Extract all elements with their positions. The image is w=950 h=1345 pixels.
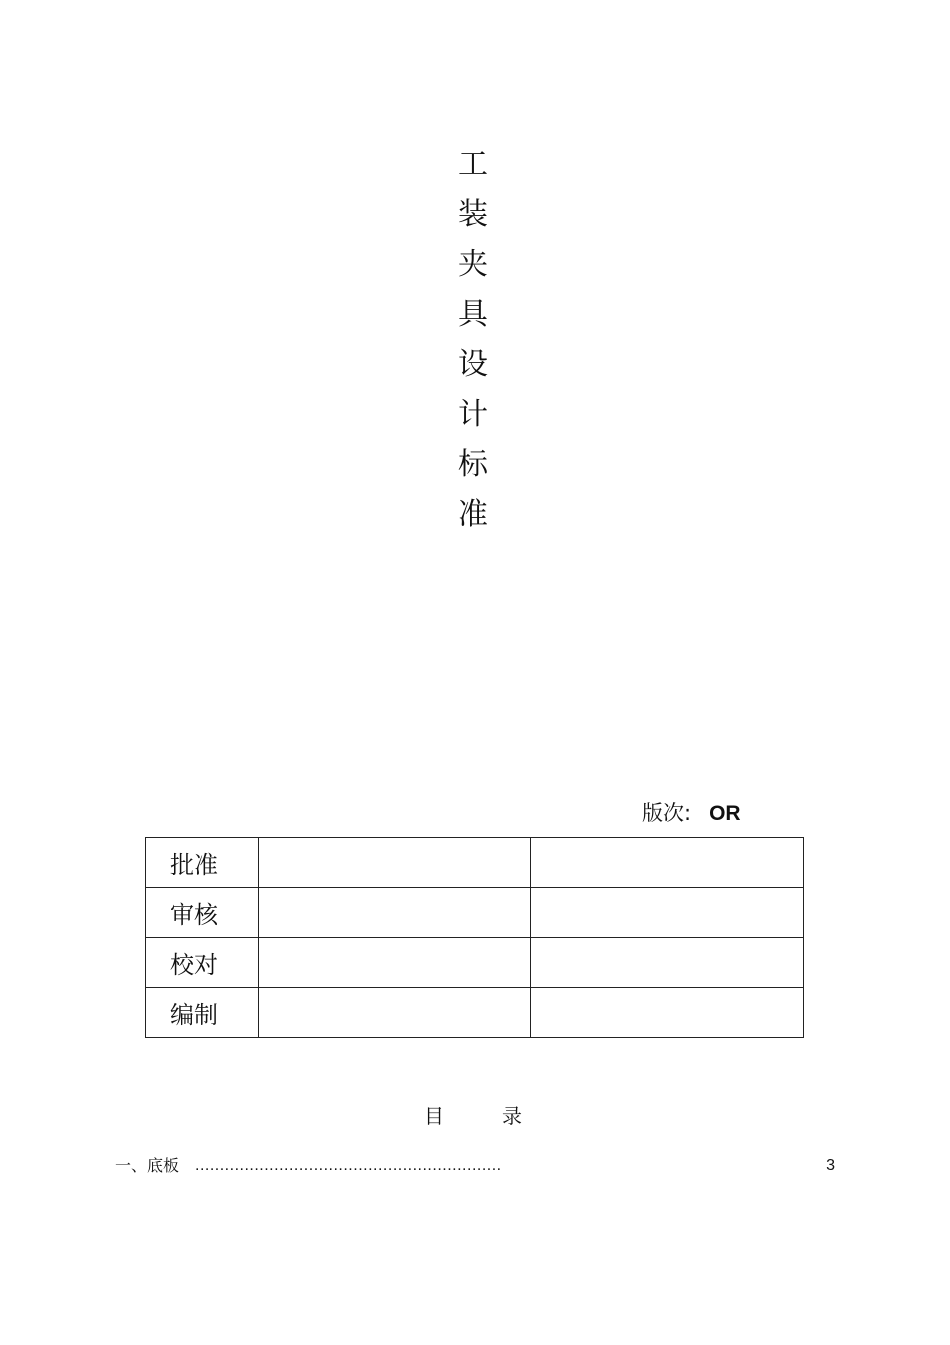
title-char: 标 [458, 447, 488, 482]
approval-role: 校对 [146, 938, 259, 988]
table-row [146, 988, 804, 1038]
table-row [146, 938, 804, 988]
approval-date-cell [531, 888, 804, 938]
title-char: 计 [458, 397, 488, 432]
toc-heading-right: 录 [502, 1104, 522, 1128]
approval-date-cell [531, 938, 804, 988]
version-label: 版次: [642, 801, 692, 825]
version-value: OR [709, 802, 741, 825]
approval-name-cell [259, 888, 531, 938]
approval-date-cell [531, 988, 804, 1038]
title-char: 夹 [458, 247, 488, 282]
approval-role: 编制 [146, 988, 259, 1038]
table-row [146, 888, 804, 938]
toc-entry-label: 一、底板 [115, 1156, 180, 1175]
approval-role: 审核 [146, 888, 259, 938]
toc-heading [424, 1102, 522, 1130]
approval-role: 批准 [146, 838, 259, 888]
title-char: 设 [458, 347, 488, 382]
title-char: 准 [458, 497, 488, 532]
title-char: 装 [458, 197, 488, 232]
version-info [642, 798, 741, 829]
toc-heading-left: 目 [424, 1104, 444, 1128]
table-row [146, 838, 804, 888]
toc-entry-page: 3 [826, 1157, 835, 1174]
document-title [445, 140, 501, 540]
approval-name-cell [259, 988, 531, 1038]
approval-name-cell [259, 838, 531, 888]
approval-name-cell [259, 938, 531, 988]
toc-entry-leader: .............................................................. [195, 1157, 502, 1174]
title-char: 具 [458, 297, 488, 332]
toc-entry[interactable] [115, 1154, 835, 1178]
approval-table [145, 837, 804, 1038]
title-char: 工 [458, 147, 488, 182]
approval-date-cell [531, 838, 804, 888]
